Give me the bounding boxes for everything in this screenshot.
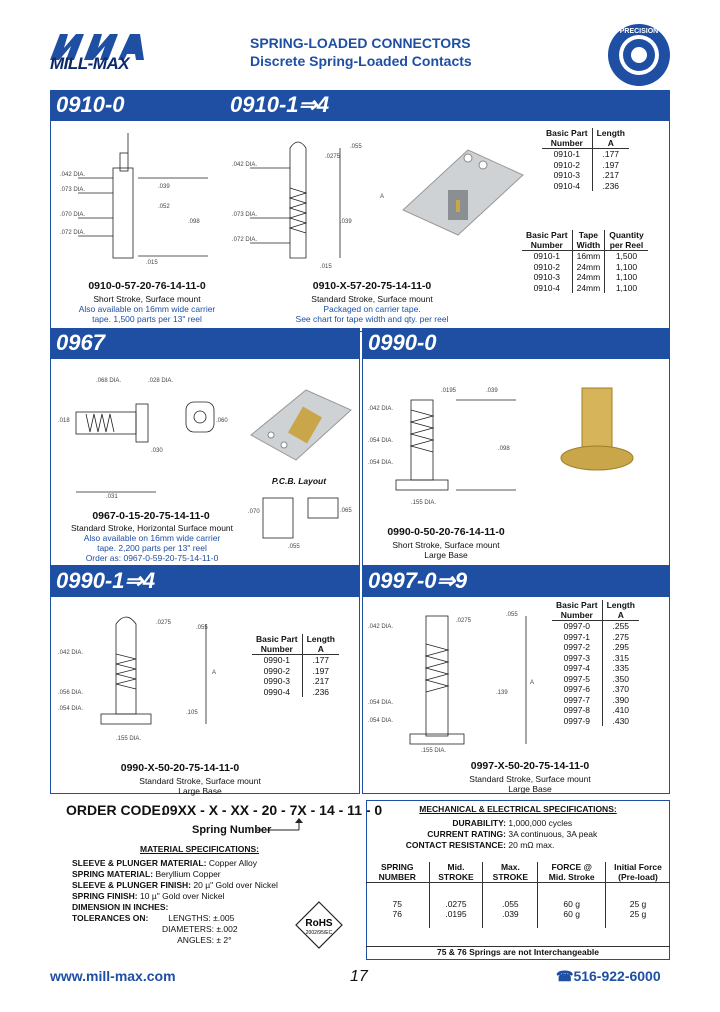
caption-0910-x-3: See chart for tape width and qty. per reel [295, 314, 449, 324]
order-code-value: 09XX - X - XX - 20 - 7X - 14 - 11 - 0 [162, 802, 383, 818]
rohs-title: RoHS [305, 918, 333, 929]
svg-text:.0275: .0275 [325, 154, 341, 160]
caption-0990-0-1: Short Stroke, Surface mount [392, 540, 500, 550]
rohs-badge-icon [294, 900, 344, 950]
table-row: 0910-1 .177 [542, 149, 629, 160]
caption-0990-x-1: Standard Stroke, Surface mount [139, 776, 261, 786]
table-header: Basic Part Number [522, 230, 572, 251]
svg-text:.039: .039 [158, 184, 170, 190]
svg-text:.054 DIA.: .054 DIA. [368, 700, 394, 706]
table-header: Basic Part Number [542, 128, 592, 149]
caption-0967-4: Order as: 0967-0-59-20-75-14-11-0 [85, 553, 219, 563]
table-header: Length A [302, 634, 339, 655]
caption-0967-3: tape. 2,200 parts per 13" reel [97, 543, 207, 553]
table-row: 0910-4 .236 [542, 181, 629, 192]
section-bar-1 [50, 90, 670, 120]
svg-text:.028 DIA.: .028 DIA. [148, 378, 174, 384]
caption-0990-x-2: Large Base [178, 786, 222, 796]
table-row: 0997-0 .255 [552, 621, 639, 632]
svg-text:.042 DIA.: .042 DIA. [60, 172, 86, 178]
caption-0997-2: Large Base [508, 784, 552, 794]
svg-text:.031: .031 [106, 494, 118, 500]
mech-spec-list: DURABILITY: 1,000,000 cycles CURRENT RATING: 3A continuous, 3A peak CONTACT RESISTANCE: 20 mΩ max. [405, 818, 598, 850]
table-header: Length A [592, 128, 629, 149]
caption-0967-1: Standard Stroke, Horizontal Surface mount [70, 523, 234, 533]
table-row: 0997-9 .430 [552, 716, 639, 727]
svg-text:A: A [212, 670, 217, 676]
svg-text:.0275: .0275 [156, 620, 172, 626]
page-number: 17 [350, 968, 368, 985]
table-row: 0997-8 .410 [552, 705, 639, 716]
svg-text:.055: .055 [506, 612, 518, 618]
caption-0997-1: Standard Stroke, Surface mount [469, 774, 591, 784]
svg-text:.070: .070 [248, 509, 260, 515]
part-number-0967: 0967-0-15-20-75-14-11-0 [92, 510, 210, 522]
svg-text:.072 DIA.: .072 DIA. [60, 230, 86, 236]
page-subtitle: Discrete Spring-Loaded Contacts [250, 53, 472, 69]
drawing-0910-x [230, 128, 390, 276]
caption-0910-x-2: Packaged on carrier tape. [323, 304, 421, 314]
rohs-directive: 2002/95/EC [305, 930, 333, 936]
svg-text:.155 DIA.: .155 DIA. [411, 500, 437, 506]
drawing-pcb-layout [248, 488, 356, 550]
svg-text:.073 DIA.: .073 DIA. [60, 187, 86, 193]
table-row: 75 .0275 .055 60 g 25 g [366, 899, 670, 910]
caption-0910-x-1: Standard Stroke, Surface mount [311, 294, 433, 304]
svg-text:.0275: .0275 [456, 618, 472, 624]
part-number-0990-0: 0990-0-50-20-76-14-11-0 [387, 526, 505, 538]
svg-text:.105: .105 [186, 710, 198, 716]
svg-text:.055: .055 [288, 544, 300, 550]
svg-text:.060: .060 [216, 418, 228, 424]
mech-title: MECHANICAL & ELECTRICAL SPECIFICATIONS: [419, 804, 617, 814]
svg-text:.042 DIA.: .042 DIA. [368, 406, 394, 412]
table-row: 0990-2 .197 [252, 666, 339, 677]
table-0997-length [552, 600, 639, 726]
svg-text:.072 DIA.: .072 DIA. [232, 237, 258, 243]
svg-text:.139: .139 [496, 690, 508, 696]
table-row: 0997-1 .275 [552, 632, 639, 643]
table-row: 0990-1 .177 [252, 655, 339, 666]
table-row: 0910-3 24mm 1,100 [522, 272, 648, 283]
table-row: 0997-2 .295 [552, 642, 639, 653]
section-bar-0997: 0997-0⇒9 [362, 566, 670, 596]
table-row: 0910-2 .197 [542, 160, 629, 171]
svg-text:.015: .015 [320, 264, 332, 270]
table-header: Basic Part Number [552, 600, 602, 621]
svg-text:.042 DIA.: .042 DIA. [232, 162, 258, 168]
section-bar-0990-1-4: 0990-1⇒4 [50, 566, 360, 596]
svg-text:A: A [380, 194, 385, 200]
caption-0910-0-2: Also available on 16mm wide carrier [78, 304, 216, 314]
svg-text:A: A [530, 680, 535, 686]
part-number-0910-x: 0910-X-57-20-75-14-11-0 [312, 280, 432, 292]
table-row: 0990-4 .236 [252, 687, 339, 698]
table-row: 0910-4 24mm 1,100 [522, 283, 648, 294]
svg-text:.042 DIA.: .042 DIA. [58, 650, 84, 656]
svg-text:.065: .065 [340, 508, 352, 514]
table-header: Tape Width [572, 230, 605, 251]
section-bar-0990-0: 0990-0 [362, 328, 670, 358]
svg-text:.054 DIA.: .054 DIA. [368, 718, 394, 724]
table-row: 0997-7 .390 [552, 695, 639, 706]
table-row: 76 .0195 .039 60 g 25 g [366, 909, 670, 920]
table-header: Quantity per Reel [605, 230, 648, 251]
svg-text:.054 DIA.: .054 DIA. [368, 460, 394, 466]
photo-0910-x [398, 130, 528, 250]
svg-text:.056 DIA.: .056 DIA. [58, 690, 84, 696]
drawing-0967 [56, 362, 246, 502]
svg-text:.0195: .0195 [441, 388, 457, 394]
seal-text: PRECISION [619, 28, 659, 35]
svg-text:.042 DIA.: .042 DIA. [368, 624, 394, 630]
caption-0910-0-1: Short Stroke, Surface mount [93, 294, 201, 304]
svg-text:.054 DIA.: .054 DIA. [58, 706, 84, 712]
table-row: 0997-5 .350 [552, 674, 639, 685]
precision-seal-icon [606, 22, 672, 88]
table-header: Initial Force (Pre-load) [606, 862, 670, 883]
pcb-layout-label: P.C.B. Layout [271, 476, 327, 486]
caption-0910-0-3: tape. 1,500 parts per 13" reel [92, 314, 202, 324]
table-spring-specs [366, 862, 670, 928]
drawing-0997 [366, 604, 546, 754]
svg-text:.054 DIA.: .054 DIA. [368, 438, 394, 444]
svg-text:.155 DIA.: .155 DIA. [116, 736, 142, 742]
svg-text:.068 DIA.: .068 DIA. [96, 378, 122, 384]
order-code-label: ORDER CODE: [66, 802, 166, 818]
spring-number-label: Spring Number [192, 824, 272, 836]
table-row: 0997-6 .370 [552, 684, 639, 695]
part-number-0997: 0997-X-50-20-75-14-11-0 [470, 760, 590, 772]
table-header: FORCE @ Mid. Stroke [538, 862, 606, 883]
table-row: 0910-2 24mm 1,100 [522, 262, 648, 273]
section-bar-0967: 0967 [50, 328, 360, 358]
table-header: SPRING NUMBER [366, 862, 429, 883]
svg-text:.018: .018 [58, 418, 70, 424]
table-row: 0910-1 16mm 1,500 [522, 251, 648, 262]
brand-name: MILL-MAX [50, 54, 130, 73]
svg-text:.039: .039 [486, 388, 498, 394]
page-title: SPRING-LOADED CONNECTORS [250, 35, 471, 51]
table-header: Max. STROKE [483, 862, 538, 883]
table-header: Mid. STROKE [429, 862, 483, 883]
table-0910-length [542, 128, 629, 191]
section-title-0910-0: 0910-0 [56, 92, 125, 117]
drawing-0990-0 [366, 380, 526, 520]
table-row: 0990-3 .217 [252, 676, 339, 687]
svg-text:.039: .039 [340, 219, 352, 225]
material-title: MATERIAL SPECIFICATIONS: [140, 844, 259, 854]
svg-text:.098: .098 [498, 446, 510, 452]
footer-phone: ☎516-922-6000 [556, 968, 661, 984]
part-number-0990-x: 0990-X-50-20-75-14-11-0 [120, 762, 240, 774]
table-row: 0910-3 .217 [542, 170, 629, 181]
table-row: 0997-4 .335 [552, 663, 639, 674]
svg-text:.055: .055 [350, 144, 362, 150]
part-number-0910-0: 0910-0-57-20-76-14-11-0 [88, 280, 206, 292]
table-row: 0997-3 .315 [552, 653, 639, 664]
svg-text:.070 DIA.: .070 DIA. [60, 212, 86, 218]
table-0910-tape [522, 230, 648, 293]
photo-0990-0 [540, 368, 660, 488]
photo-0967 [246, 380, 356, 470]
svg-text:.055: .055 [196, 625, 208, 631]
drawing-0990-x [56, 604, 236, 744]
svg-text:.098: .098 [188, 219, 200, 225]
table-0990-length [252, 634, 339, 697]
table-header: Basic Part Number [252, 634, 302, 655]
svg-text:.015: .015 [146, 260, 158, 266]
caption-0990-0-2: Large Base [424, 550, 468, 560]
footer-url[interactable]: www.mill-max.com [50, 968, 176, 984]
spring-note: 75 & 76 Springs are not Interchangeable [366, 946, 670, 958]
section-title-0910-1-4: 0910-1⇒4 [230, 92, 330, 117]
material-spec-list: SLEEVE & PLUNGER MATERIAL: Copper Alloy SPRING MATERIAL: Beryllium Copper SLEEVE & PLUNGER FINISH: 20 µ" Gold over Nickel SPRING FINISH: 10 µ" Gold over Nickel DIMENSION IN INCHES: TOLERANCES ON: LENGTHS: ±.005 DIAMETERS: ±.002 ANGLES: ± 2° [72, 858, 278, 945]
svg-text:.052: .052 [158, 204, 170, 210]
svg-text:.030: .030 [151, 448, 163, 454]
spring-number-arrow [255, 818, 315, 836]
caption-0967-2: Also available on 16mm wide carrier [83, 533, 221, 543]
table-header: Length A [602, 600, 639, 621]
drawing-0910-0 [58, 128, 218, 268]
svg-text:.073 DIA.: .073 DIA. [232, 212, 258, 218]
svg-text:.155 DIA.: .155 DIA. [421, 748, 447, 754]
